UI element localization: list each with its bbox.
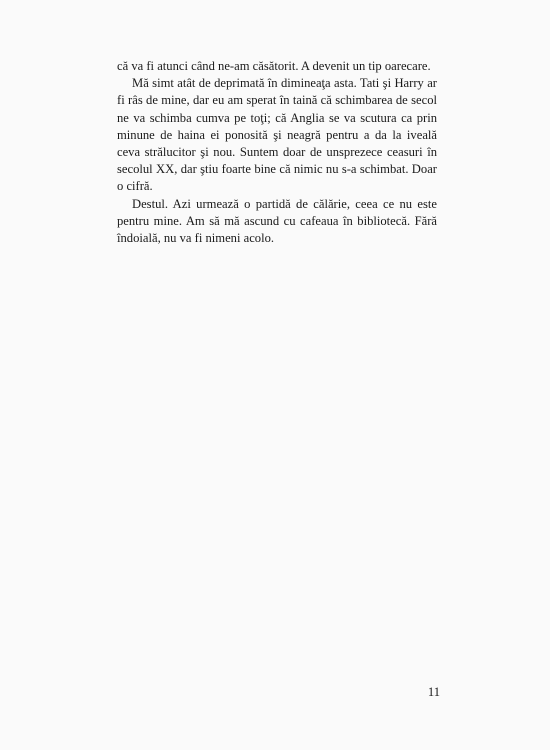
paragraph: Mă simt atât de deprimată în dimineaţa asta. Tati şi Harry ar fi râs de mine, dar eu am sperat în taină că schimbarea de secol ne va schimba cumva pe toţi; că Anglia se va scutura ca prin minune de haina ei ponosită şi neagră pentru a da la iveală ceva strălucitor şi nou. Suntem doar de unsprezece ceasuri în secolul XX, dar ştiu foarte bine că nimic nu s-a schimbat. Doar o cifră. bbox=[117, 76, 437, 194]
page-number: 11 bbox=[427, 685, 440, 699]
paragraph-continuation: că va fi atunci când ne-am căsătorit. A devenit un tip oarecare. bbox=[117, 59, 431, 73]
paragraph: Destul. Azi urmează o partidă de călărie, ceea ce nu este pentru mine. Am să mă ascund cu cafeaua în bibliotecă. Fără îndoială, nu va fi nimeni acolo. bbox=[117, 196, 437, 246]
body-text bbox=[117, 58, 437, 247]
